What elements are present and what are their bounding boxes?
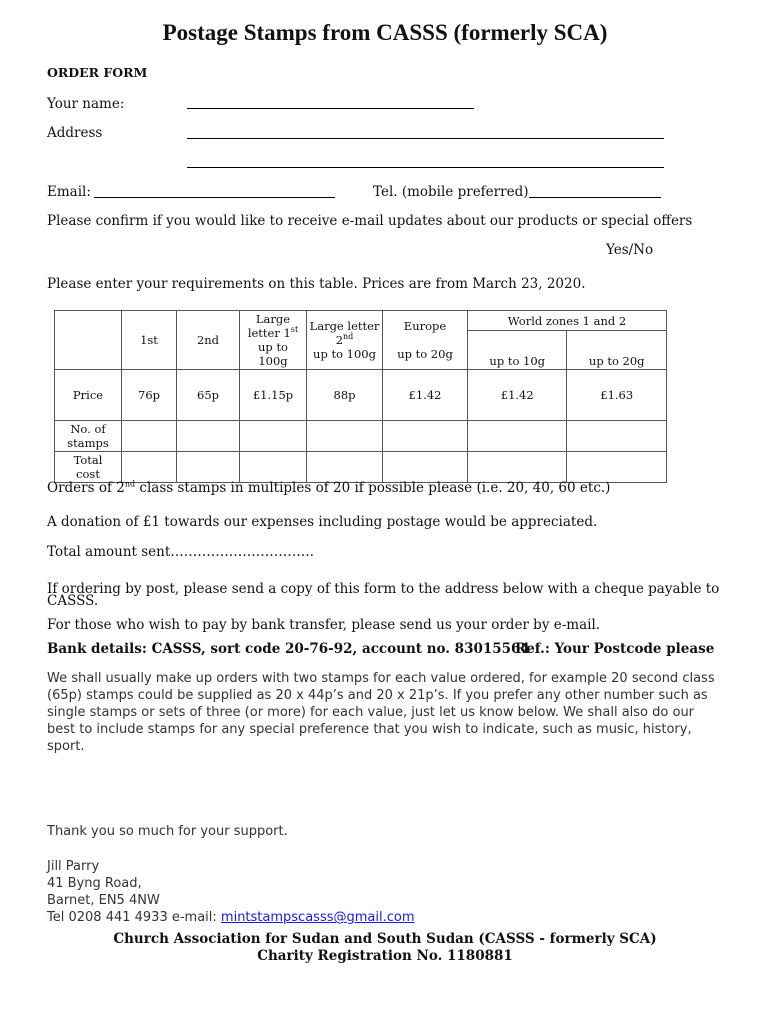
row-total-line1: Total <box>73 453 103 467</box>
qty-large-2nd[interactable] <box>307 421 383 452</box>
orders-note-sup: nd <box>124 479 136 489</box>
info-line: single stamps or sets of three (or more) for each value, just let us know below. We shall also do our <box>47 705 695 720</box>
header-large-letter-1st <box>240 311 307 370</box>
header-large-2-line2: 2 <box>335 333 344 347</box>
donation-text: A donation of £1 towards our expenses including postage would be appreciated. <box>47 514 598 530</box>
header-large-2-line1: Large letter <box>309 319 380 333</box>
name-field[interactable] <box>187 108 474 109</box>
contact-street: 41 Byng Road, <box>47 876 142 891</box>
total-world-20g[interactable] <box>567 452 667 483</box>
price-large-1st: £1.15p <box>240 370 307 421</box>
total-large-2nd[interactable] <box>307 452 383 483</box>
row-label-no-of-stamps <box>55 421 122 452</box>
row-no-line1: No. of <box>70 422 106 436</box>
contact-town: Barnet, EN5 4NW <box>47 893 160 908</box>
header-large-2-sup: nd <box>343 332 354 342</box>
contact-email-link[interactable]: mintstampscasss@gmail.com <box>220 910 415 925</box>
header-world-zones: World zones 1 and 2 <box>468 311 667 331</box>
header-large-1-line3: up to 100g <box>258 340 288 368</box>
info-paragraph <box>47 670 715 755</box>
price-large-2nd: 88p <box>307 370 383 421</box>
qty-2nd[interactable] <box>177 421 240 452</box>
header-large-1-line1: Large <box>255 312 291 326</box>
price-europe: £1.42 <box>383 370 468 421</box>
row-no-line2: stamps <box>67 436 109 450</box>
total-world-10g[interactable] <box>468 452 567 483</box>
header-large-1-sup: st <box>290 325 299 335</box>
tel-label: Tel. (mobile preferred) <box>373 184 529 200</box>
qty-1st[interactable] <box>122 421 177 452</box>
contact-tel-email <box>47 909 415 926</box>
qty-world-20g[interactable] <box>567 421 667 452</box>
row-total-line2: cost <box>76 467 100 481</box>
bank-reference: Ref.: Your Postcode please <box>515 641 715 657</box>
info-line: best to include stamps for any special preference that you wish to indicate, such as music, history, <box>47 722 692 737</box>
confirm-updates-text: Please confirm if you would like to receive e-mail updates about our products or special offers <box>47 213 693 229</box>
tel-field[interactable] <box>529 197 661 198</box>
bank-details: Bank details: CASSS, sort code 20-76-92, account no. 83015564 <box>47 641 530 657</box>
qty-large-1st[interactable] <box>240 421 307 452</box>
header-large-2-line3: up to 100g <box>313 347 376 361</box>
contact-name: Jill Parry <box>47 859 100 874</box>
address-label: Address <box>47 125 103 141</box>
email-field[interactable] <box>94 197 335 198</box>
qty-world-10g[interactable] <box>468 421 567 452</box>
price-1st: 76p <box>122 370 177 421</box>
contact-tel: Tel 0208 441 4933 e-mail: <box>47 910 221 925</box>
header-europe-line1: Europe <box>403 319 447 333</box>
page-title: Postage Stamps from CASSS (formerly SCA) <box>162 20 608 45</box>
total-2nd[interactable] <box>177 452 240 483</box>
info-line: We shall usually make up orders with two stamps for each value ordered, for example 20 second class <box>47 671 715 686</box>
header-world-20g: up to 20g <box>567 331 667 370</box>
total-europe[interactable] <box>383 452 468 483</box>
header-world-10g: up to 10g <box>468 331 567 370</box>
total-1st[interactable] <box>122 452 177 483</box>
orders-note-b: class stamps in multiples of 20 if possible please (i.e. 20, 40, 60 etc.) <box>135 480 611 496</box>
header-2nd: 2nd <box>177 311 240 370</box>
header-1st: 1st <box>122 311 177 370</box>
header-europe <box>383 311 468 370</box>
info-line: (65p) stamps could be supplied as 20 x 44p’s and 20 x 21p’s. If you prefer any other number such as <box>47 688 708 703</box>
name-label: Your name: <box>47 96 125 112</box>
header-large-letter-2nd <box>307 311 383 370</box>
order-form-heading: ORDER FORM <box>47 65 148 80</box>
price-world-20g: £1.63 <box>567 370 667 421</box>
post-order-line2: CASSS. <box>47 593 99 609</box>
contact-block <box>47 858 415 926</box>
price-world-10g: £1.42 <box>468 370 567 421</box>
qty-europe[interactable] <box>383 421 468 452</box>
bank-transfer-text: For those who wish to pay by bank transfer, please send us your order by e-mail. <box>47 617 601 633</box>
yes-no-choice[interactable]: Yes/No <box>606 242 654 258</box>
email-label: Email: <box>47 184 91 200</box>
price-2nd: 65p <box>177 370 240 421</box>
orders-note-a: Orders of 2 <box>47 480 125 496</box>
header-europe-line2: up to 20g <box>397 347 453 361</box>
row-label-total-cost <box>55 452 122 483</box>
total-amount-sent[interactable]: Total amount sent………………………….. <box>47 544 314 560</box>
orders-multiples-note <box>47 480 610 496</box>
footer-charity-number: Charity Registration No. 1180881 <box>257 948 513 964</box>
post-order-line1: If ordering by post, please send a copy of this form to the address below with a cheque payable to <box>47 581 720 597</box>
row-label-price: Price <box>55 370 122 421</box>
total-large-1st[interactable] <box>240 452 307 483</box>
thanks-text: Thank you so much for your support. <box>47 824 288 839</box>
header-large-1-line2: letter 1 <box>247 326 291 340</box>
info-line: sport. <box>47 739 85 754</box>
requirements-text: Please enter your requirements on this table. Prices are from March 23, 2020. <box>47 276 586 292</box>
address-field-line1[interactable] <box>187 138 664 139</box>
footer-organisation: Church Association for Sudan and South Sudan (CASSS - formerly SCA) <box>113 931 657 947</box>
table-corner-cell <box>55 311 122 370</box>
address-field-line2[interactable] <box>187 167 664 168</box>
requirements-table <box>54 310 667 483</box>
